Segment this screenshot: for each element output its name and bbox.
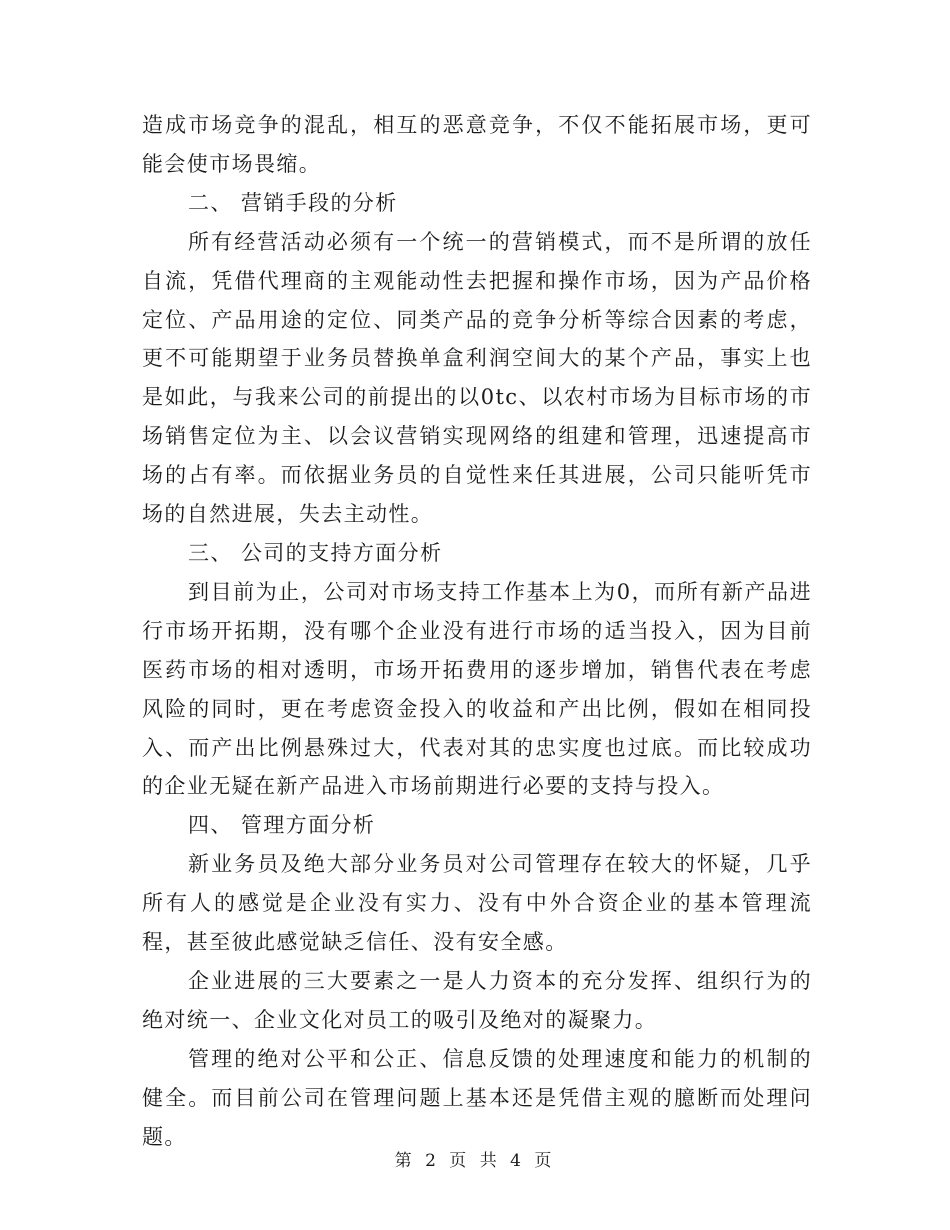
paragraph-management-3: 管理的绝对公平和公正、信息反馈的处理速度和能力的机制的健全。而目前公司在管理问题上基本还是凭借主观的臆断而处理问题。 (142, 1046, 812, 1149)
section-heading-support: 三、 公司的支持方面分析 (188, 540, 443, 565)
section-heading-management: 四、 管理方面分析 (188, 813, 376, 838)
paragraph-management-1: 新业务员及绝大部分业务员对公司管理存在较大的怀疑，几乎所有人的感觉是企业没有实力、没有中外合资企业的基本管理流程，甚至彼此感觉缺乏信任、没有安全感。 (142, 852, 812, 955)
page-number-footer: 第 2 页 共 4 页 (394, 1151, 556, 1171)
paragraph-support: 到目前为止，公司对市场支持工作基本上为0，而所有新产品进行市场开拓期，没有哪个企业没有进行市场的适当投入，因为目前医药市场的相对透明，市场开拓费用的逐步增加，销售代表在考虑风险的同时，更在考虑资金投入的收益和产出比例，假如在相同投入、而产出比例悬殊过大，代表对其的忠实度也过底。而比较成功的企业无疑在新产品进入市场前期进行必要的支持与投入。 (142, 579, 812, 799)
paragraph-management-2: 企业进展的三大要素之一是人力资本的充分发挥、组织行为的绝对统一、企业文化对员工的吸引及绝对的凝聚力。 (142, 968, 812, 1032)
section-heading-marketing: 二、 营销手段的分析 (188, 190, 398, 215)
continuation-paragraph: 造成市场竞争的混乱，相互的恶意竞争，不仅不能拓展市场，更可能会使市场畏缩。 (142, 113, 812, 176)
document-body (142, 106, 812, 1156)
paragraph-marketing: 所有经营活动必须有一个统一的营销模式，而不是所谓的放任自流，凭借代理商的主观能动性去把握和操作市场，因为产品价格定位、产品用途的定位、同类产品的竞争分析等综合因素的考虑，更不可能期望于业务员替换单盒利润空间大的某个产品，事实上也是如此，与我来公司的前提出的以0tc、以农村市场为目标市场的市场销售定位为主、以会议营销实现网络的组建和管理，迅速提高市场的占有率。而依据业务员的自觉性来任其进展，公司只能听凭市场的自然进展，失去主动性。 (142, 229, 812, 527)
